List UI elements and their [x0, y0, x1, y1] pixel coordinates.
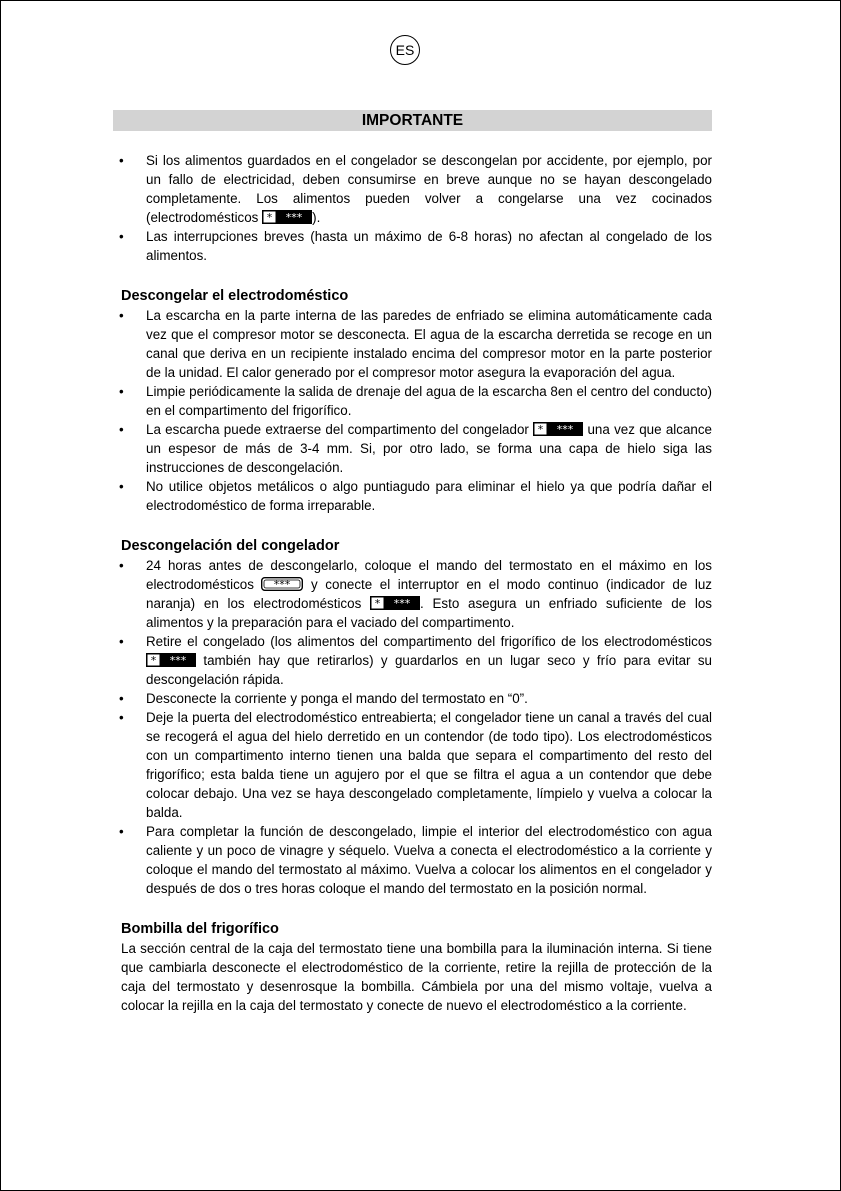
section-heading-bulb: Bombilla del frigorífico	[121, 921, 279, 937]
list-item: • Si los alimentos guardados en el congelador se descongelan por accidente, por ejemplo, por un fallo de electricidad, deben consumirse en breve aunque no se hayan descongelado completamente. Los alimentos pueden volver a congelarse una vez cocinados (electrodomésticos * *** ).	[113, 151, 712, 227]
svg-text:*: *	[266, 211, 273, 224]
bulb-paragraph: La sección central de la caja del termostato tiene una bombilla para la iluminación interna. Si tiene que cambiarla desconecte el electrodoméstico de la corriente, retire la rejilla de protección de la caja del termostato y desenrosque la bombilla. Cámbiela por una del mismo voltaje, vuelva a colocar la rejilla en la caja del termostato y conecte de nuevo el electrodoméstico a la corriente.	[121, 941, 712, 1013]
list-item: • Las interrupciones breves (hasta un máximo de 6-8 horas) no afectan al congelado de los alimentos.	[113, 227, 712, 265]
important-banner: IMPORTANTE	[113, 110, 712, 131]
freezer-four-star-icon	[370, 596, 420, 610]
list-item: • Para completar la función de descongelado, limpie el interior del electrodoméstico con agua caliente y un poco de vinagre y séquelo. Vuelva a conecta el electrodoméstico a la corriente y coloque el mando del termostato al máximo. Vuelva a colocar los alimentos en el congelador y después de dos o tres horas coloque el mando del termostato en la posición normal.	[113, 822, 712, 898]
defrost-freezer-list	[113, 556, 712, 898]
svg-text:***: ***	[169, 654, 187, 667]
freezer-four-star-icon	[533, 422, 583, 436]
freezer-four-star-icon	[146, 653, 196, 667]
list-item: • No utilice objetos metálicos o algo puntiagudo para eliminar el hielo ya que podría dañar el electrodoméstico de forma irreparable.	[113, 477, 712, 515]
svg-text:***: ***	[393, 597, 411, 610]
svg-text:*: *	[150, 654, 157, 667]
list-item: • Limpie periódicamente la salida de drenaje del agua de la escarcha 8en el centro del conducto) en el compartimento del frigorífico.	[113, 382, 712, 420]
svg-text:***: ***	[285, 211, 303, 224]
list-item: • Deje la puerta del electrodoméstico entreabierta; el congelador tiene un canal a través del cual se recogerá el agua del hielo derretido en un contendor (de todo tipo). Los electrodomésticos con un compartimento interno tienen una balda que separa el compartimento del resto del frigorífico; esta balda tiene un agujero por el que se filtra el agua a un contendor que debe colocar debajo. Una vez se haya descongelado completamente, límpielo y vuelva a colocar la balda.	[113, 708, 712, 822]
list-item: • Retire el congelado (los alimentos del compartimento del frigorífico de los electrodomésticos * *** también hay que retirarlos) y guardarlos en un lugar seco y frío para evitar su descongelación rápida.	[113, 632, 712, 689]
defrost-appliance-list	[113, 306, 712, 515]
list-item: • La escarcha en la parte interna de las paredes de enfriado se elimina automáticamente cada vez que el compresor motor se desconecta. El agua de la escarcha derretida se recoge en un canal que deriva en un recipiente instalado encima del compresor motor en la parte posterior de la unidad. El calor generado por el compresor motor asegura la evaporación del agua.	[113, 306, 712, 382]
section-heading-defrost-appliance: Descongelar el electrodoméstico	[121, 288, 349, 304]
svg-text:***: ***	[556, 423, 574, 436]
svg-text:*: *	[374, 597, 381, 610]
important-list	[113, 151, 712, 265]
list-item: • Desconecte la corriente y ponga el mando del termostato en “0”.	[113, 689, 712, 708]
list-item: • 24 horas antes de descongelarlo, coloque el mando del termostato en el máximo en los electrodomésticos *** y conecte el interruptor en el modo continuo (indicador de luz naranja) en los electrodomésticos * *** . Esto asegura un enfriado suficiente de los alimentos y la preparación para el vaciado del compartimento.	[113, 556, 712, 632]
section-heading-defrost-freezer: Descongelación del congelador	[121, 538, 340, 554]
svg-text:***: ***	[274, 578, 291, 591]
svg-text:*: *	[537, 423, 544, 436]
document-body	[113, 110, 712, 1015]
language-badge: ES	[390, 35, 420, 65]
list-item: • La escarcha puede extraerse del compartimento del congelador * *** una vez que alcance un espesor de más de 3-4 mm. Si, por otro lado, se forma una capa de hielo siga las instrucciones de descongelación.	[113, 420, 712, 477]
freezer-three-star-icon	[261, 577, 303, 591]
freezer-four-star-icon	[262, 210, 312, 224]
